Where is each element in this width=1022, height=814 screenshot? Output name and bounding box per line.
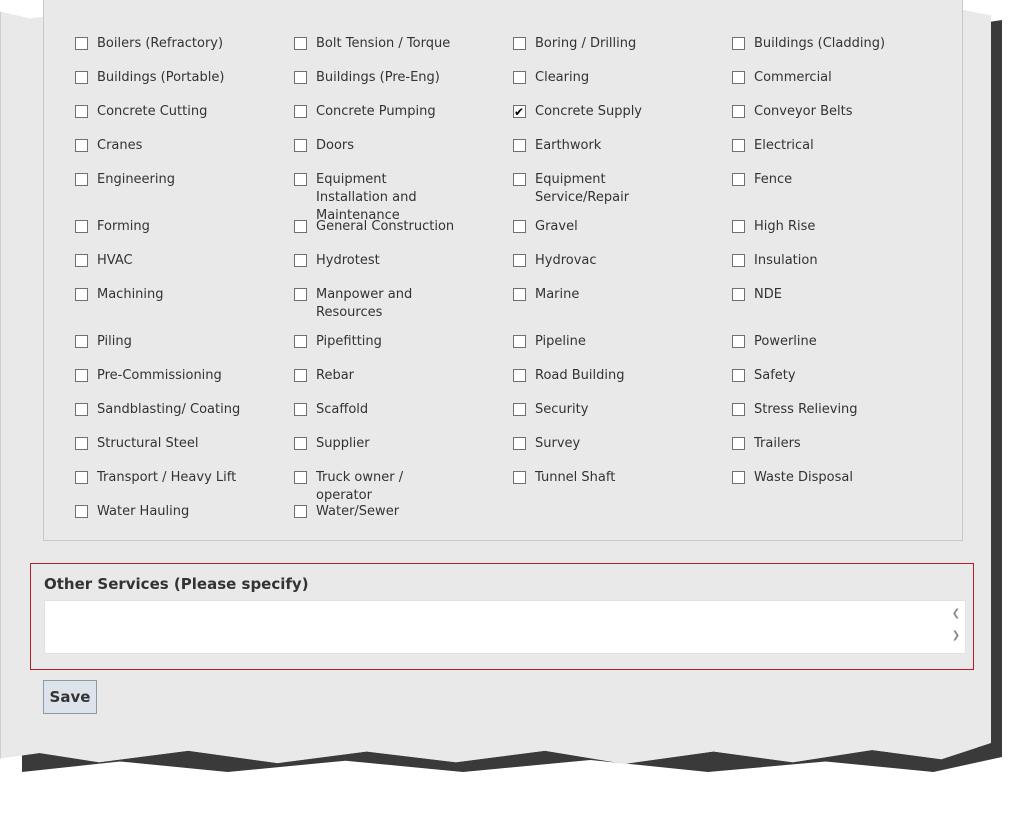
service-label: Waste Disposal [754, 470, 853, 485]
service-label: Tunnel Shaft [535, 470, 616, 485]
service-label: Forming [97, 219, 150, 234]
service-option[interactable] [732, 137, 912, 173]
service-option[interactable] [75, 171, 265, 207]
service-checkbox[interactable] [294, 369, 307, 382]
service-option[interactable] [513, 35, 663, 71]
service-option[interactable] [75, 252, 265, 288]
service-label: Hydrovac [535, 253, 597, 268]
service-checkbox[interactable] [732, 335, 745, 348]
service-label: Bolt Tension / Torque [316, 36, 451, 51]
service-label: Machining [97, 287, 164, 302]
service-label: Gravel [535, 219, 578, 234]
service-checkbox[interactable] [513, 37, 526, 50]
service-checkbox[interactable] [513, 403, 526, 416]
service-label: General Construction [316, 219, 455, 234]
service-label: Powerline [754, 334, 817, 349]
service-option[interactable] [75, 218, 265, 254]
service-label: Transport / Heavy Lift [97, 470, 237, 485]
service-option[interactable] [75, 469, 265, 505]
service-checkbox[interactable] [294, 403, 307, 416]
service-checkbox[interactable] [294, 335, 307, 348]
service-checkbox[interactable] [294, 505, 307, 518]
service-label: NDE [754, 287, 782, 302]
service-label: Marine [535, 287, 580, 302]
service-option[interactable] [513, 367, 663, 403]
service-label: Buildings (Portable) [97, 70, 225, 85]
service-option[interactable] [75, 401, 265, 437]
service-option[interactable] [75, 333, 265, 369]
service-label: Water Hauling [97, 504, 190, 519]
service-option[interactable] [75, 35, 265, 71]
service-option[interactable] [513, 286, 663, 322]
service-option[interactable] [75, 435, 265, 471]
service-option[interactable] [294, 503, 464, 539]
service-checkbox[interactable] [294, 437, 307, 450]
service-checkbox[interactable] [75, 471, 88, 484]
service-checkbox[interactable] [732, 71, 745, 84]
service-checkbox[interactable] [732, 37, 745, 50]
service-option[interactable] [294, 469, 464, 505]
service-label: Safety [754, 368, 796, 383]
service-label: Concrete Cutting [97, 104, 208, 119]
service-option[interactable] [513, 137, 663, 173]
service-checkbox[interactable] [513, 220, 526, 233]
service-option[interactable] [75, 286, 265, 322]
service-checkbox[interactable] [294, 139, 307, 152]
service-option[interactable] [732, 218, 912, 254]
service-label: Commercial [754, 70, 832, 85]
service-option[interactable] [513, 103, 663, 139]
service-checkbox[interactable] [513, 71, 526, 84]
service-option[interactable] [294, 252, 464, 288]
service-option[interactable] [732, 35, 912, 71]
service-label: Clearing [535, 70, 590, 85]
service-label: Concrete Supply [535, 104, 643, 119]
service-option[interactable] [513, 333, 663, 369]
scroll-up-icon[interactable]: ❮ [951, 608, 961, 619]
service-checkbox[interactable] [294, 37, 307, 50]
service-label: Boilers (Refractory) [97, 36, 224, 51]
service-option[interactable] [294, 435, 464, 471]
service-option[interactable] [294, 401, 464, 437]
service-option[interactable] [294, 333, 464, 369]
service-option[interactable] [732, 252, 912, 288]
service-label: Conveyor Belts [754, 104, 853, 119]
service-label: Supplier [316, 436, 370, 451]
service-checkbox[interactable] [513, 471, 526, 484]
service-option[interactable] [732, 367, 912, 403]
other-services-section [30, 563, 974, 670]
service-label: High Rise [754, 219, 816, 234]
service-checkbox[interactable] [513, 254, 526, 267]
service-checkbox[interactable] [513, 139, 526, 152]
service-option[interactable] [294, 367, 464, 403]
service-checkbox[interactable] [732, 139, 745, 152]
service-option[interactable] [732, 171, 912, 207]
service-label: Engineering [97, 172, 175, 187]
service-checkbox[interactable] [294, 254, 307, 267]
service-checkbox[interactable] [75, 220, 88, 233]
service-option[interactable] [732, 469, 912, 505]
service-checkbox[interactable] [75, 403, 88, 416]
service-checkbox[interactable] [294, 71, 307, 84]
service-label: Trailers [754, 436, 801, 451]
service-label: Rebar [316, 368, 355, 383]
service-option[interactable] [294, 218, 464, 254]
service-option[interactable] [75, 367, 265, 403]
service-checkbox[interactable] [513, 369, 526, 382]
service-label: Insulation [754, 253, 818, 268]
service-option[interactable] [294, 103, 464, 139]
service-label: Equipment Installation and Maintenance [316, 172, 417, 223]
service-checkbox[interactable] [732, 403, 745, 416]
service-label: HVAC [97, 253, 133, 268]
service-option[interactable] [513, 69, 663, 105]
service-label: Survey [535, 436, 581, 451]
service-option[interactable] [732, 103, 912, 139]
service-checkbox[interactable] [513, 173, 526, 186]
service-checkbox[interactable] [732, 471, 745, 484]
service-option[interactable] [294, 35, 464, 71]
service-option[interactable] [294, 137, 464, 173]
service-label: Concrete Pumping [316, 104, 436, 119]
service-checkbox[interactable] [732, 254, 745, 267]
service-label: Pipeline [535, 334, 586, 349]
service-option[interactable] [75, 103, 265, 139]
service-checkbox[interactable] [75, 139, 88, 152]
service-checkbox[interactable] [513, 288, 526, 301]
service-option[interactable] [294, 286, 464, 322]
service-checkbox[interactable] [75, 369, 88, 382]
service-checkbox[interactable] [75, 437, 88, 450]
service-label: Cranes [97, 138, 143, 153]
service-option[interactable] [294, 69, 464, 105]
service-checkbox[interactable] [294, 105, 307, 118]
service-label: Sandblasting/ Coating [97, 402, 241, 417]
service-option[interactable] [732, 435, 912, 471]
service-option[interactable] [513, 435, 663, 471]
service-checkbox[interactable] [294, 173, 307, 186]
service-label: Equipment Service/Repair [535, 172, 630, 205]
service-checkbox[interactable] [294, 471, 307, 484]
checkmark-icon: ✔ [514, 105, 525, 119]
service-label: Security [535, 402, 589, 417]
service-checkbox[interactable] [294, 288, 307, 301]
service-checkbox[interactable] [294, 220, 307, 233]
service-label: Buildings (Cladding) [754, 36, 886, 51]
service-label: Water/Sewer [316, 504, 400, 519]
service-label: Doors [316, 138, 355, 153]
textarea-scrollbar[interactable] [949, 604, 963, 650]
service-label: Buildings (Pre-Eng) [316, 70, 440, 85]
service-option[interactable] [732, 69, 912, 105]
service-option[interactable] [294, 171, 464, 223]
service-option[interactable] [732, 286, 912, 322]
services-checkbox-group [43, 0, 963, 541]
service-option[interactable] [732, 401, 912, 437]
service-label: Earthwork [535, 138, 602, 153]
service-label: Piling [97, 334, 132, 349]
service-checkbox[interactable] [732, 437, 745, 450]
service-option[interactable] [732, 333, 912, 369]
service-checkbox[interactable] [75, 288, 88, 301]
service-label: Manpower and Resources [316, 287, 413, 320]
service-label: Truck owner / operator [316, 470, 404, 503]
service-label: Road Building [535, 368, 625, 383]
service-checkbox[interactable] [732, 173, 745, 186]
service-checkbox[interactable] [75, 105, 88, 118]
service-label: Scaffold [316, 402, 369, 417]
service-checkbox[interactable] [75, 254, 88, 267]
service-checkbox[interactable] [513, 335, 526, 348]
service-option[interactable] [75, 503, 265, 539]
service-option[interactable] [513, 401, 663, 437]
service-option[interactable] [75, 69, 265, 105]
service-option[interactable] [513, 469, 663, 505]
service-checkbox[interactable] [732, 288, 745, 301]
service-label: Hydrotest [316, 253, 380, 268]
service-checkbox[interactable] [513, 437, 526, 450]
save-button[interactable]: Save [43, 680, 97, 714]
service-label: Stress Relieving [754, 402, 858, 417]
service-checkbox[interactable] [75, 173, 88, 186]
service-label: Boring / Drilling [535, 36, 637, 51]
service-checkbox[interactable] [732, 220, 745, 233]
service-checkbox[interactable] [75, 505, 88, 518]
service-checkbox[interactable] [513, 105, 526, 118]
service-checkbox[interactable] [75, 335, 88, 348]
service-option[interactable] [513, 171, 663, 207]
service-checkbox[interactable] [75, 37, 88, 50]
service-option[interactable] [513, 252, 663, 288]
service-label: Electrical [754, 138, 814, 153]
service-checkbox[interactable] [75, 71, 88, 84]
scroll-down-icon[interactable]: ❯ [951, 630, 961, 641]
service-label: Pre-Commissioning [97, 368, 222, 383]
service-checkbox[interactable] [732, 105, 745, 118]
service-option[interactable] [513, 218, 663, 254]
service-label: Structural Steel [97, 436, 199, 451]
service-label: Pipefitting [316, 334, 382, 349]
other-services-label: Other Services (Please specify) [44, 575, 309, 593]
service-checkbox[interactable] [732, 369, 745, 382]
service-label: Fence [754, 172, 793, 187]
other-services-textarea[interactable] [44, 600, 966, 654]
service-option[interactable] [75, 137, 265, 173]
